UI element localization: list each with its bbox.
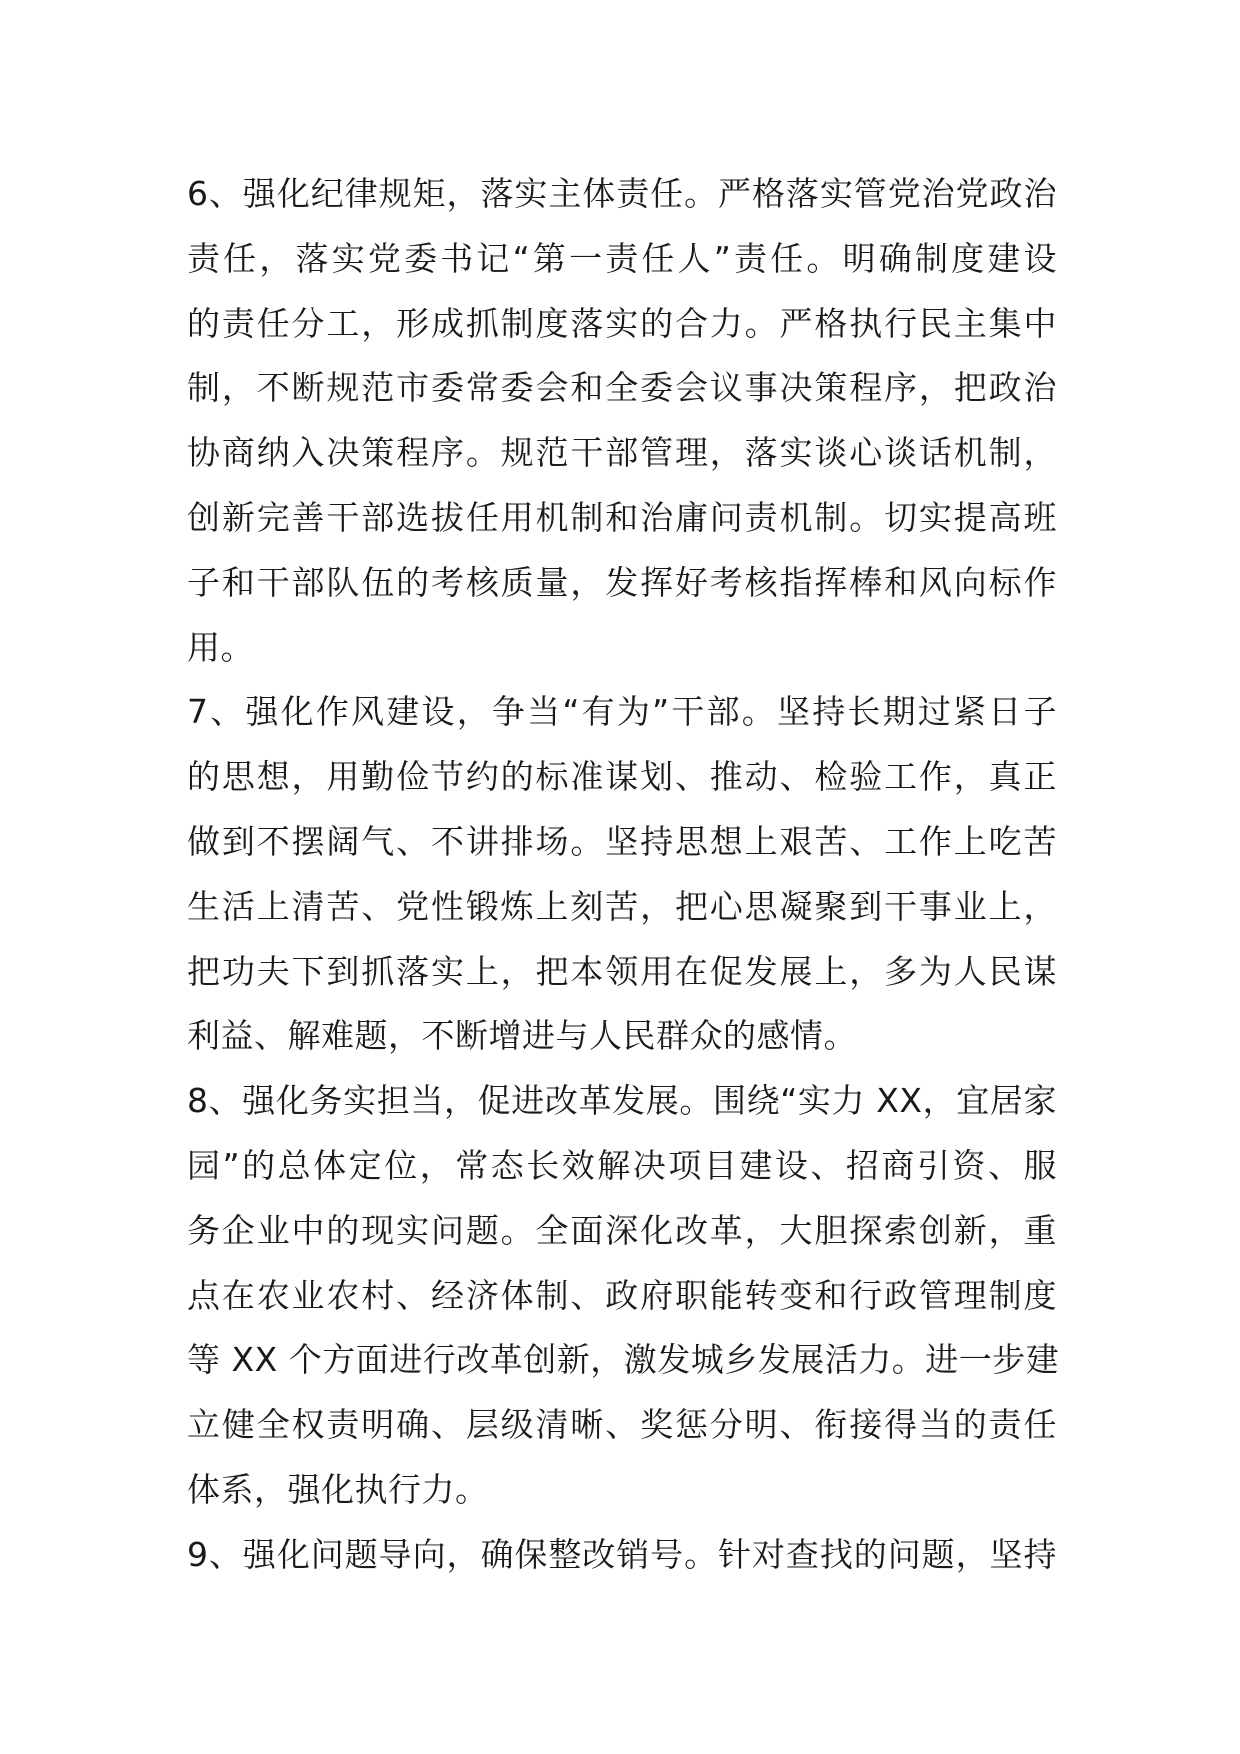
text-line: 园”的总体定位，常态长效解决项目建设、招商引资、服: [187, 1145, 1057, 1185]
text-line: 的责任分工，形成抓制度落实的合力。严格执行民主集中: [187, 303, 1057, 343]
text-line: 等 XX 个方面进行改革创新，激发城乡发展活力。进一步建: [187, 1340, 1060, 1380]
text-line: 7、强化作风建设，争当“有为”干部。坚持长期过紧日子: [187, 692, 1057, 732]
paragraph-7: [187, 680, 1057, 1069]
text-line: 生活上清苦、党性锻炼上刻苦，把心思凝聚到干事业上，: [187, 886, 1057, 926]
text-line: 利益、解难题，不断增进与人民群众的感情。: [187, 1016, 857, 1056]
text-line: 用。: [187, 627, 254, 667]
text-line: 的思想，用勤俭节约的标准谋划、推动、检验工作，真正: [187, 757, 1057, 797]
text-line: 责任，落实党委书记“第一责任人”责任。明确制度建设: [187, 238, 1057, 278]
text-line: 9、强化问题导向，确保整改销号。针对查找的问题，坚持: [187, 1534, 1057, 1574]
paragraph-9: [187, 1523, 1057, 1588]
text-line: 体系，强化执行力。: [187, 1469, 489, 1509]
text-line: 子和干部队伍的考核质量，发挥好考核指挥棒和风向标作: [187, 562, 1057, 602]
text-line: 6、强化纪律规矩，落实主体责任。严格落实管党治党政治: [187, 174, 1057, 213]
text-line: 点在农业农村、经济体制、政府职能转变和行政管理制度: [187, 1275, 1057, 1315]
text-line: 制，不断规范市委常委会和全委会议事决策程序，把政治: [187, 368, 1057, 408]
text-line: 立健全权责明确、层级清晰、奖惩分明、衔接得当的责任: [187, 1405, 1057, 1445]
text-line: 协商纳入决策程序。规范干部管理，落实谈心谈话机制，: [187, 433, 1057, 473]
text-line: 把功夫下到抓落实上，把本领用在促发展上，多为人民谋: [187, 951, 1057, 991]
text-line: 创新完善干部选拔任用机制和治庸问责机制。切实提高班: [187, 497, 1057, 537]
text-line: 8、强化务实担当，促进改革发展。围绕“实力 XX，宜居家: [187, 1081, 1057, 1121]
text-line: 做到不摆阔气、不讲排场。坚持思想上艰苦、工作上吃苦: [187, 821, 1057, 861]
text-line: 务企业中的现实问题。全面深化改革，大胆探索创新，重: [187, 1210, 1057, 1250]
document-body: [187, 162, 1060, 1588]
paragraph-8: [187, 1069, 1060, 1523]
paragraph-6: [187, 162, 1057, 680]
